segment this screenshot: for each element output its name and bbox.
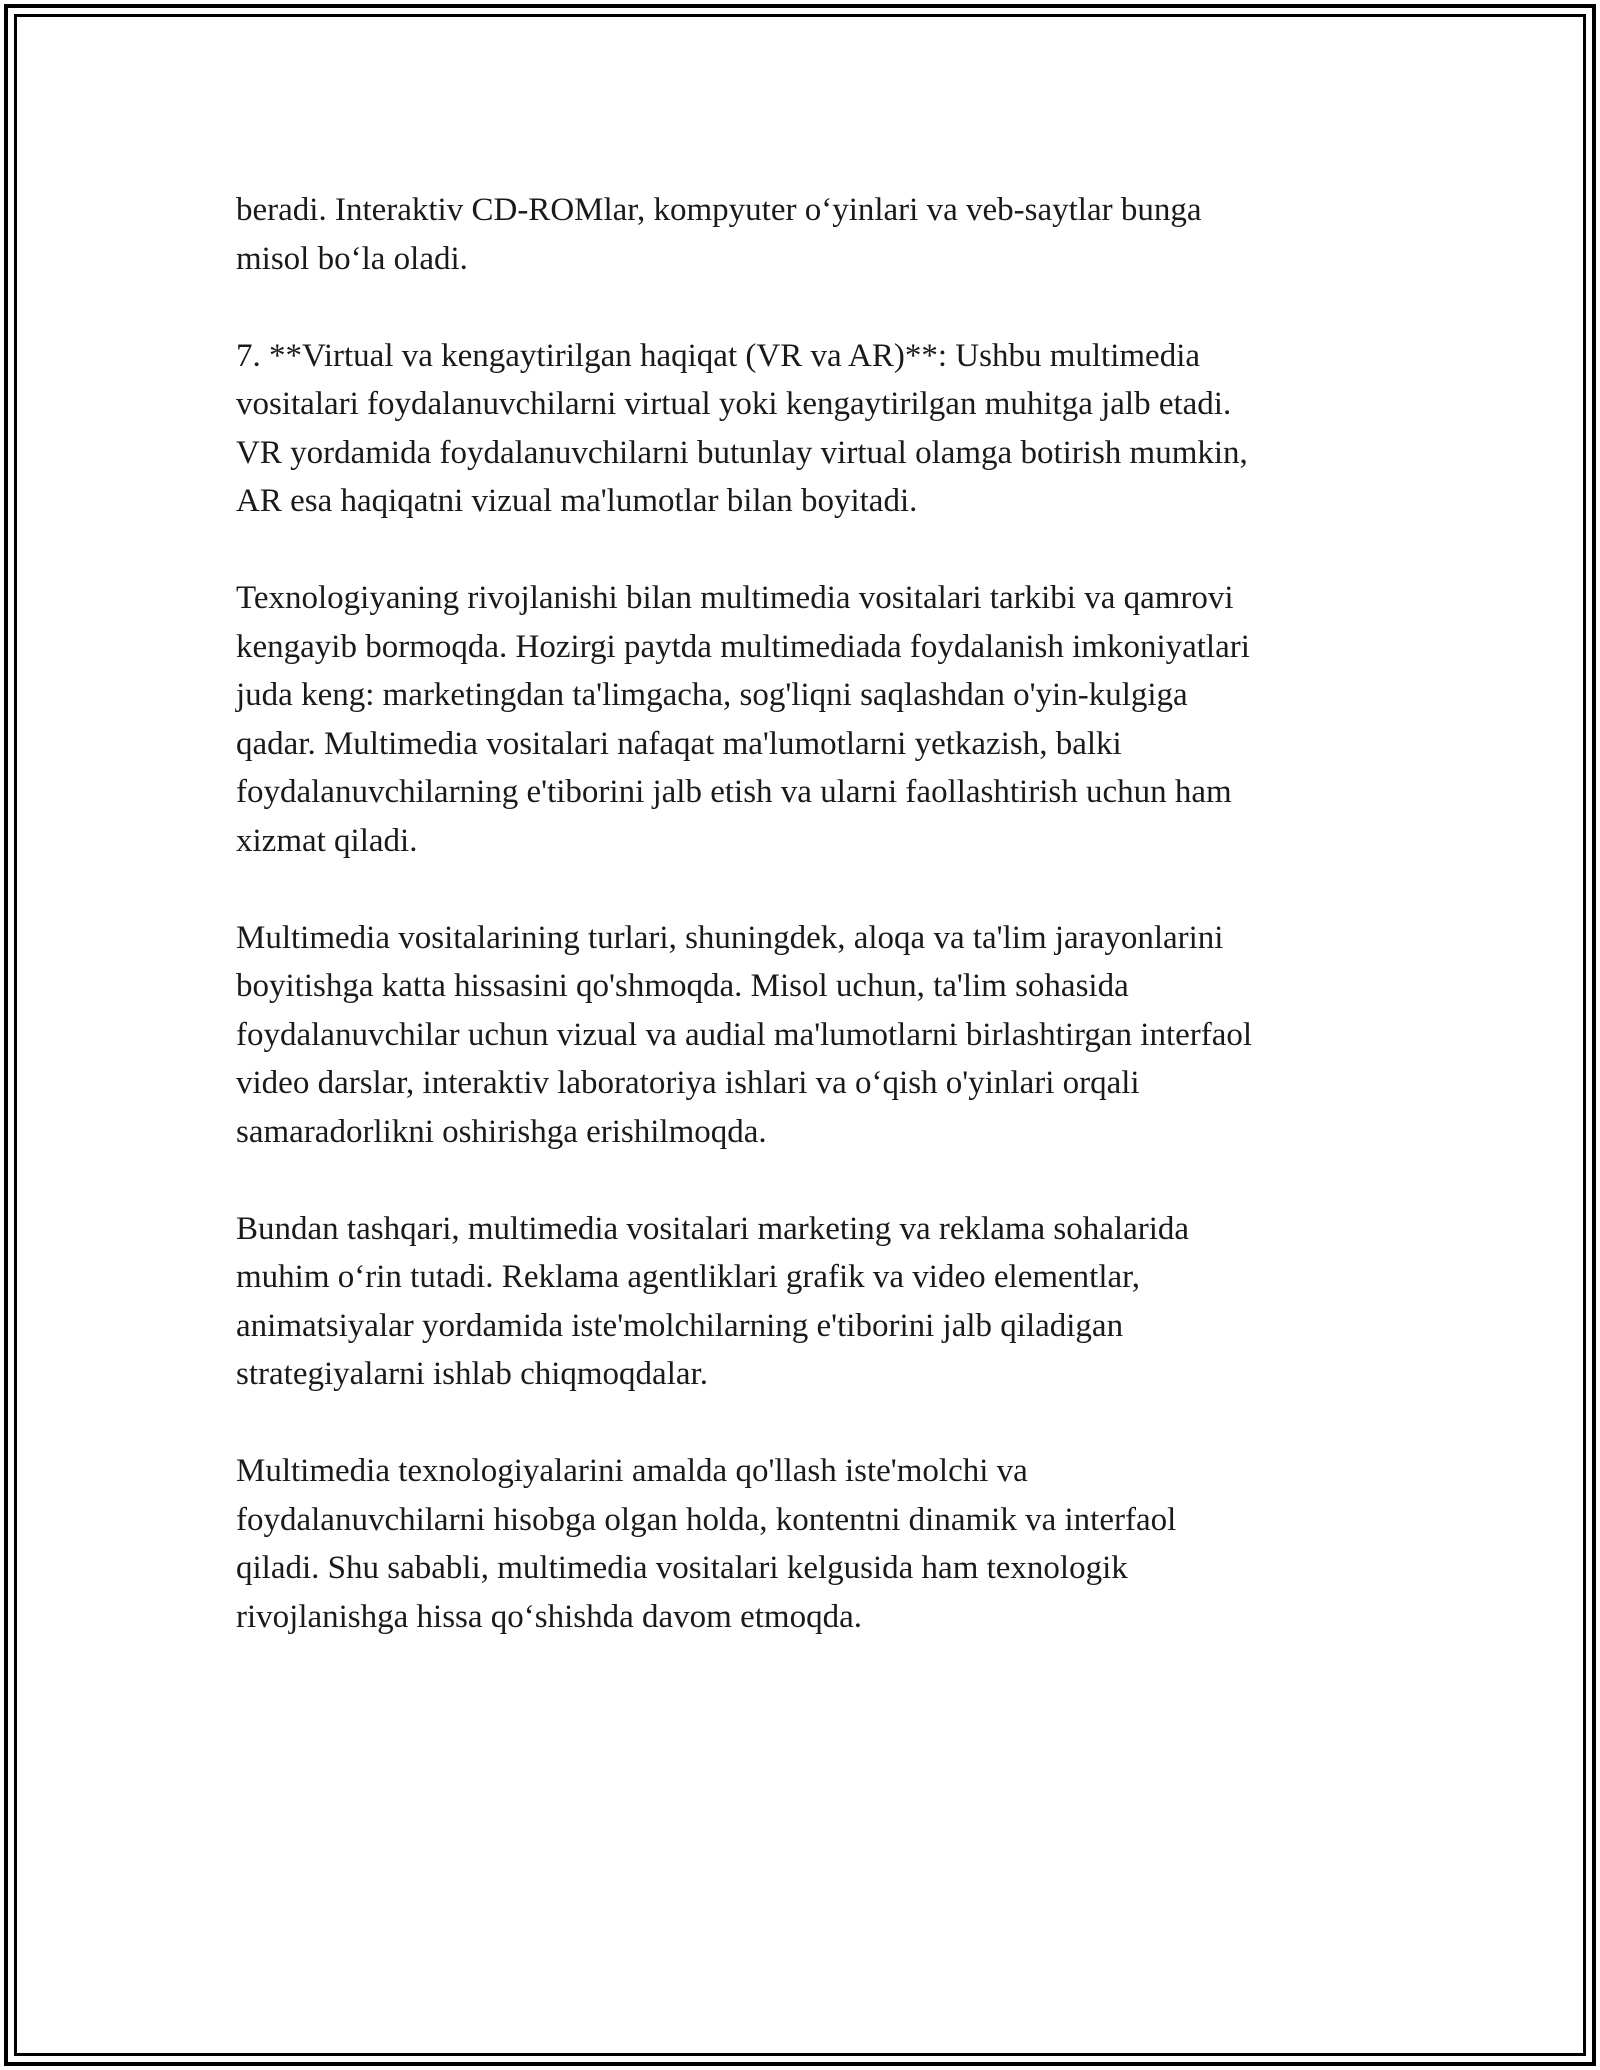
paragraph-education: Multimedia vositalarining turlari, shuningdek, aloqa va ta'lim jarayonlarini boyitishga katta hissasini qo'shmoqda. Misol uchun, ta'lim sohasida foydalanuvchilar uchun vizual va audial ma'lumotlarni birlashtirgan interfaol video darslar, interaktiv laboratoriya ishlari va o‘qish o'yinlari orqali samaradorlikni oshirishga erishilmoqda. — [236, 919, 1253, 1150]
paragraph-cdrom-examples: beradi. Interaktiv CD-ROMlar, kompyuter o‘yinlari va veb-saytlar bunga misol bo‘la oladi. — [236, 192, 1202, 277]
paragraph-marketing: Bundan tashqari, multimedia vositalari marketing va reklama sohalarida muhim o‘rin tutadi. Reklama agentliklari grafik va video elementlar, animatsiyalar yordamida iste'molchilarning e'tiborini jalb qiladigan strategiyalarni ishlab chiqmoqdalar. — [236, 1210, 1190, 1392]
document-body — [236, 186, 1376, 1690]
paragraph-vr-ar: 7. **Virtual va kengaytirilgan haqiqat (VR va AR)**: Ushbu multimedia vositalari foydalanuvchilarni virtual yoki kengaytirilgan muhitga jalb etadi. VR yordamida foydalanuvchilarni butunlay virtual olamga botirish mumkin, AR esa haqiqatni vizual ma'lumotlar bilan boyitadi. — [236, 337, 1248, 519]
paragraph-conclusion: Multimedia texnologiyalarini amalda qo'llash iste'molchi va foydalanuvchilarni hisobga olgan holda, kontentni dinamik va interfaol qiladi. Shu sababli, multimedia vositalari kelgusida ham texnologik rivojlanishga hissa qo‘shishda davom etmoqda. — [236, 1453, 1177, 1635]
paragraph-technology-development: Texnologiyaning rivojlanishi bilan multimedia vositalari tarkibi va qamrovi kengayib bormoqda. Hozirgi paytda multimediada foydalanish imkoniyatlari juda keng: marketingdan ta'limgacha, sog'liqni saqlashdan o'yin-kulgiga qadar. Multimedia vositalari nafaqat ma'lumotlarni yetkazish, balki foydalanuvchilarning e'tiborini jalb etish va ularni faollashtirish uchun ham xizmat qiladi. — [236, 580, 1250, 859]
